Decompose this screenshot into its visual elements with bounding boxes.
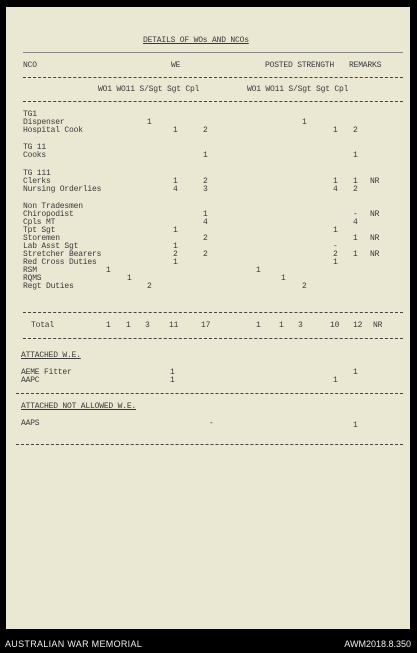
column-remarks: REMARKS bbox=[349, 61, 382, 70]
we-value: 1 bbox=[173, 258, 178, 267]
divider bbox=[23, 77, 403, 78]
divider bbox=[16, 393, 403, 394]
attached-row-value: 1 bbox=[353, 368, 358, 377]
document-title: DETAILS OF WOs AND NCOs bbox=[143, 36, 249, 45]
row-label: Clerks bbox=[23, 177, 51, 186]
remarks-value: NR bbox=[370, 177, 380, 186]
total-we-value: 1 bbox=[126, 321, 131, 330]
posted-value: - bbox=[333, 242, 338, 251]
we-value: 3 bbox=[203, 185, 208, 194]
column-posted-strength: POSTED STRENGTH bbox=[265, 61, 335, 70]
posted-value: 1 bbox=[353, 151, 358, 160]
document-page bbox=[6, 7, 410, 629]
divider bbox=[23, 312, 403, 313]
posted-value: 1 bbox=[353, 234, 358, 243]
row-label: TG1 bbox=[23, 110, 37, 119]
attached-row-value: 1 bbox=[170, 376, 175, 385]
attached-row-value: 1 bbox=[333, 376, 338, 385]
attached-row-value: 1 bbox=[170, 368, 175, 377]
posted-value: 4 bbox=[333, 185, 338, 194]
we-value: 1 bbox=[173, 242, 178, 251]
row-label: Non Tradesmen bbox=[23, 202, 83, 211]
posted-value: 1 bbox=[333, 258, 338, 267]
row-label: Stretcher Bearers bbox=[23, 250, 102, 259]
row-label: Regt Duties bbox=[23, 282, 74, 291]
total-we-value: 17 bbox=[201, 321, 211, 330]
column-nco: NCO bbox=[23, 61, 37, 70]
posted-value: 1 bbox=[281, 274, 286, 283]
row-label: Chiropodist bbox=[23, 210, 74, 219]
total-posted-value: 1 bbox=[256, 321, 261, 330]
total-we-value: 3 bbox=[145, 321, 150, 330]
remarks-value: NR bbox=[370, 234, 380, 243]
posted-value: - bbox=[353, 210, 358, 219]
we-value: 4 bbox=[203, 218, 208, 227]
posted-value: 1 bbox=[302, 118, 307, 127]
posted-value: 2 bbox=[353, 126, 358, 135]
divider bbox=[23, 101, 403, 102]
total-label: Total bbox=[31, 321, 55, 330]
total-posted-value: 10 bbox=[330, 321, 340, 330]
posted-value: 1 bbox=[353, 177, 358, 186]
attached-not-row-value: 1 bbox=[353, 421, 358, 430]
row-label: Cpls MT bbox=[23, 218, 56, 227]
we-rank-headers: WO1 WO11 S/Sgt Sgt Cpl bbox=[98, 85, 200, 94]
row-label: Red Cross Duties bbox=[23, 258, 97, 267]
posted-value: 2 bbox=[333, 250, 338, 259]
we-value: 1 bbox=[106, 266, 111, 275]
we-value: 1 bbox=[127, 274, 132, 283]
attached-not-heading: ATTACHED NOT ALLOWED W.E. bbox=[21, 402, 137, 411]
attached-row-label: AAPC bbox=[21, 376, 40, 385]
posted-value: 2 bbox=[353, 185, 358, 194]
remarks-value: NR bbox=[370, 210, 380, 219]
total-posted-value: 12 bbox=[353, 321, 363, 330]
posted-value: 1 bbox=[333, 226, 338, 235]
row-label: Lab Asst Sgt bbox=[23, 242, 79, 251]
divider bbox=[23, 52, 403, 53]
posted-value: 1 bbox=[256, 266, 261, 275]
posted-value: 1 bbox=[333, 126, 338, 135]
we-value: 2 bbox=[203, 250, 208, 259]
attached-not-row-value: - bbox=[209, 419, 214, 428]
posted-value: 4 bbox=[353, 218, 358, 227]
row-label: Dispenser bbox=[23, 118, 65, 127]
row-label: RQMS bbox=[23, 274, 42, 283]
we-value: 1 bbox=[173, 177, 178, 186]
posted-value: 2 bbox=[302, 282, 307, 291]
column-we: WE bbox=[171, 61, 181, 70]
we-value: 1 bbox=[173, 226, 178, 235]
total-posted-value: 3 bbox=[298, 321, 303, 330]
total-remarks-value: NR bbox=[373, 321, 383, 330]
footer-institution: AUSTRALIAN WAR MEMORIAL bbox=[5, 639, 143, 649]
total-posted-value: 1 bbox=[279, 321, 284, 330]
footer-bar bbox=[0, 629, 417, 653]
posted-value: 1 bbox=[333, 177, 338, 186]
we-value: 1 bbox=[203, 151, 208, 160]
row-label: Nursing Orderlies bbox=[23, 185, 102, 194]
attached-heading: ATTACHED W.E. bbox=[21, 351, 81, 360]
we-value: 2 bbox=[203, 126, 208, 135]
remarks-value: NR bbox=[370, 250, 380, 259]
we-value: 2 bbox=[173, 250, 178, 259]
we-value: 2 bbox=[203, 234, 208, 243]
row-label: Tpt Sgt bbox=[23, 226, 56, 235]
we-value: 1 bbox=[147, 118, 152, 127]
row-label: Hospital Cook bbox=[23, 126, 83, 135]
row-label: Cooks bbox=[23, 151, 47, 160]
row-label: Storemen bbox=[23, 234, 60, 243]
we-value: 2 bbox=[147, 282, 152, 291]
footer-reference: AWM2018.8.350 bbox=[344, 639, 411, 649]
total-we-value: 1 bbox=[106, 321, 111, 330]
attached-not-row-label: AAPS bbox=[21, 419, 40, 428]
we-value: 2 bbox=[203, 177, 208, 186]
row-label: TG 111 bbox=[23, 169, 51, 178]
posted-rank-headers: WO1 WO11 S/Sgt Sgt Cpl bbox=[247, 85, 349, 94]
we-value: 1 bbox=[203, 210, 208, 219]
row-label: TG 11 bbox=[23, 143, 47, 152]
we-value: 1 bbox=[173, 126, 178, 135]
posted-value: 1 bbox=[353, 250, 358, 259]
total-we-value: 11 bbox=[169, 321, 179, 330]
divider bbox=[23, 338, 403, 339]
we-value: 4 bbox=[173, 185, 178, 194]
divider bbox=[16, 444, 403, 445]
attached-row-label: AEME Fitter bbox=[21, 368, 72, 377]
row-label: RSM bbox=[23, 266, 37, 275]
